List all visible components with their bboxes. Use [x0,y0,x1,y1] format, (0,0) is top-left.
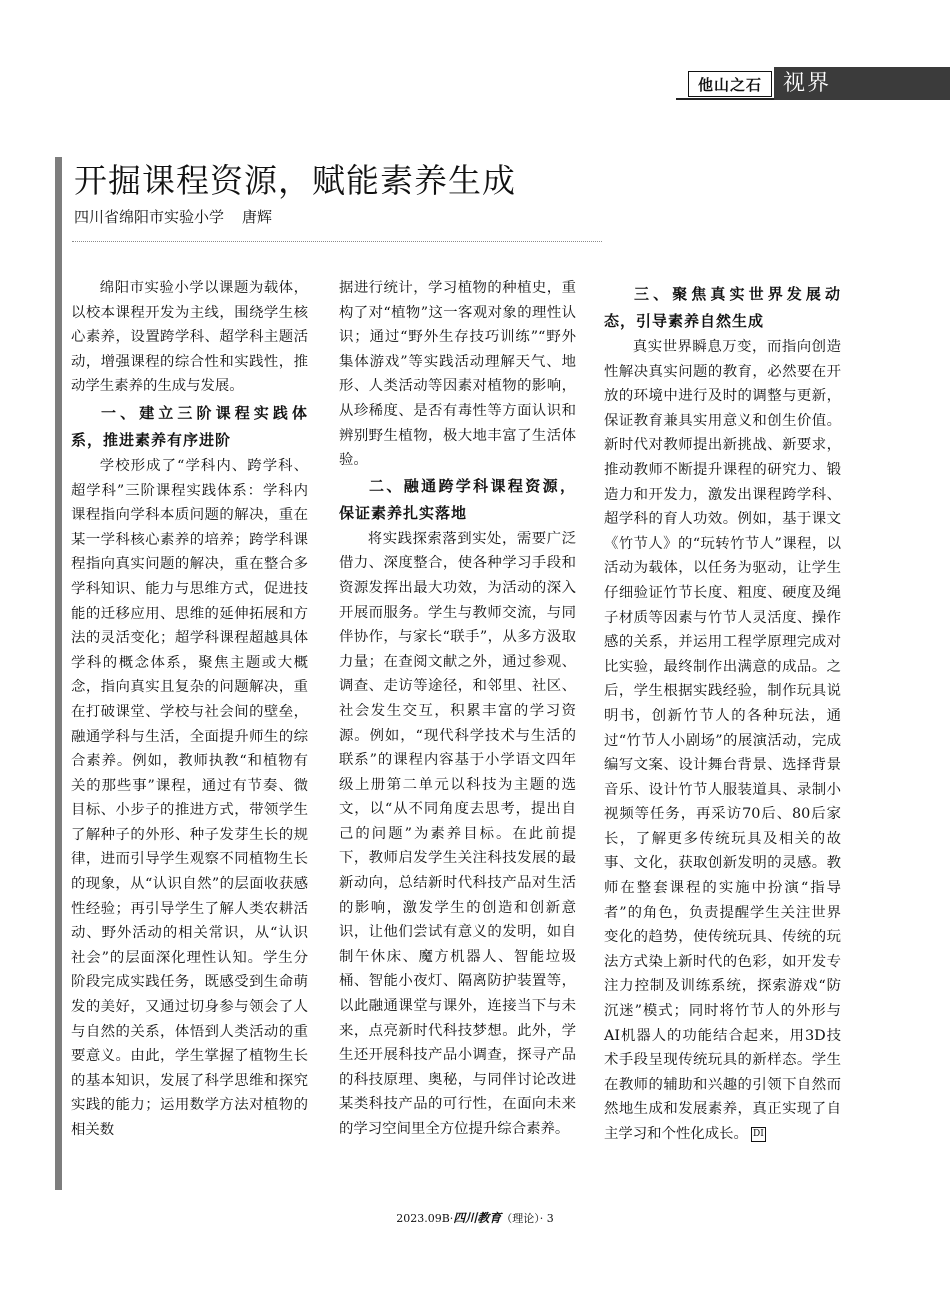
byline [74,206,272,227]
section-label: 视界 [774,67,950,100]
issue-number: 2023.09B· [396,1212,454,1225]
section-1-paragraph: 学校形成了“学科内、跨学科、超学科”三阶课程实践体系：学科内课程指向学科本质问题的解决，重在某一学科核心素养的培养；跨学科课程指向真实问题的解决，重在整合多学科知识、能力与思维方式，促进技能的迁移应用、思维的延伸拓展和方法的灵活变化；超学科课程超越具体学科的概念体系，聚焦主题或大概念，指向真实且复杂的问题解决，重在打破课堂、学校与社会间的壁垒，融通学科与生活，全面提升师生的综合素养。例如，教师执教“和植物有关的那些事”课程，通过有节奏、微目标、小步子的推进方式，带领学生了解种子的外形、种子发芽生长的规律，进而引导学生观察不同植物生长的现象，从“认识自然”的层面收获感性经验；再引导学生了解人类农耕活动、野外活动的相关常识，从“认识社会”的层面深化理性认知。学生分阶段完成实践任务，既感受到生命萌发的美好，又通过切身参与领会了人与自然的关系，体悟到人类活动的重要意义。由此，学生掌握了植物生长的基本知识，发展了科学思维和探究实践的能力；运用数学方法对植物的相关数 [71,457,308,1138]
section-3-paragraph [604,335,841,1147]
column-tag: 他山之石 [688,71,772,97]
affiliation: 四川省绵阳市实验小学 [74,208,225,226]
intro-paragraph: 绵阳市实验小学以课题为载体，以校本课程开发为主线，围绕学生核心素养，设置跨学科、超学科主题活动，增强课程的综合性和实践性，推动学生素养的生成与发展。 [71,280,308,395]
section-1-paragraph-continued: 据进行统计，学习植物的种植史，重构了对“植物”这一客观对象的理性认识；通过“野外生存技巧训练”“野外集体游戏”等实践活动理解天气、地形、人类活动等因素对植物的影响，从珍稀度、是否有毒性等方面认识和辨别野生植物，极大地丰富了生活体验。 [339,280,576,469]
column-2 [339,276,576,1142]
article-title: 开掘课程资源，赋能素养生成 [74,161,516,200]
section-1-heading: 一、建立三阶课程实践体系，推进素养有序进阶 [71,403,308,449]
left-accent-bar [55,157,62,1190]
column-3 [604,280,841,1147]
page-footer [0,1209,950,1226]
title-divider [72,241,602,242]
section-2-heading: 二、融通跨学科课程资源，保证素养扎实落地 [339,476,576,522]
end-mark-icon: DI [751,1127,766,1142]
page-number: · 3 [539,1212,554,1225]
section-3-heading: 三、聚焦真实世界发展动态，引导素养自然生成 [604,285,841,330]
author-name: 唐辉 [242,208,273,226]
column-1 [71,276,308,1143]
magazine-name: 四川教育 [453,1211,502,1225]
edition: （理论） [501,1212,540,1225]
section-3-text: 真实世界瞬息万变，而指向创造性解决真实问题的教育，必然要在开放的环境中进行及时的调整与更新，保证教育兼具实用意义和创生价值。新时代对教师提出新挑战、新要求，推动教师不断提升课程的研究力、锻造力和开发力，激发出课程跨学科、超学科的育人功效。例如，基于课文《竹节人》的“玩转竹节人”课程，以活动为载体，以任务为驱动，让学生仔细验证竹节长度、粗度、硬度及绳子材质等因素与竹节人灵活度、操作感的关系，并运用工程学原理完成对比实验，最终制作出满意的成品。之后，学生根据实践经验，制作玩具说明书，创新竹节人的各种玩法，通过“竹节人小剧场”的展演活动，完成编写文案、设计舞台背景、选择背景音乐、设计竹节人服装道具、录制小视频等任务，再采访70后、80后家长，了解更多传统玩具及相关的故事、文化，获取创新发明的灵感。教师在整套课程的实施中扮演“指导者”的角色，负责提醒学生关注世界变化的趋势，使传统玩具、传统的玩法方式染上新时代的色彩，如开发专注力控制及训练系统，探索游戏“防沉迷”模式；同时将竹节人的外形与AI机器人的功能结合起来，用3D技术手段呈现传统玩具的新样态。学生在教师的辅助和兴趣的引领下自然而然地生成和发展素养，真正实现了自主学习和个性化成长。 [604,339,841,1142]
section-2-paragraph: 将实践探索落到实处，需要广泛借力、深度整合，使各种学习手段和资源发挥出最大功效，为活动的深入开展而服务。学生与教师交流，与同伴协作，与家长“联手”，从多方汲取力量；在查阅文献之外，通过参观、调查、走访等途径，和邻里、社区、社会发生交互，积累丰富的学习资源。例如，“现代科学技术与生活的联系”的课程内容基于小学语文四年级上册第二单元以科技为主题的选文，以“从不同角度去思考，提出自己的问题”为素养目标。在此前提下，教师启发学生关注科技发展的最新动向，总结新时代科技产品对生活的影响，激发学生的创造和创新意识，让他们尝试有意义的发明，如自制午休床、魔方机器人、智能垃圾桶、智能小夜灯、隔离防护装置等，以此融通课堂与课外，连接当下与未来，点亮新时代科技梦想。此外，学生还开展科技产品小调查，探寻产品的科技原理、奥秘，与同伴讨论改进某类科技产品的可行性，在面向未来的学习空间里全方位提升综合素养。 [339,530,576,1137]
